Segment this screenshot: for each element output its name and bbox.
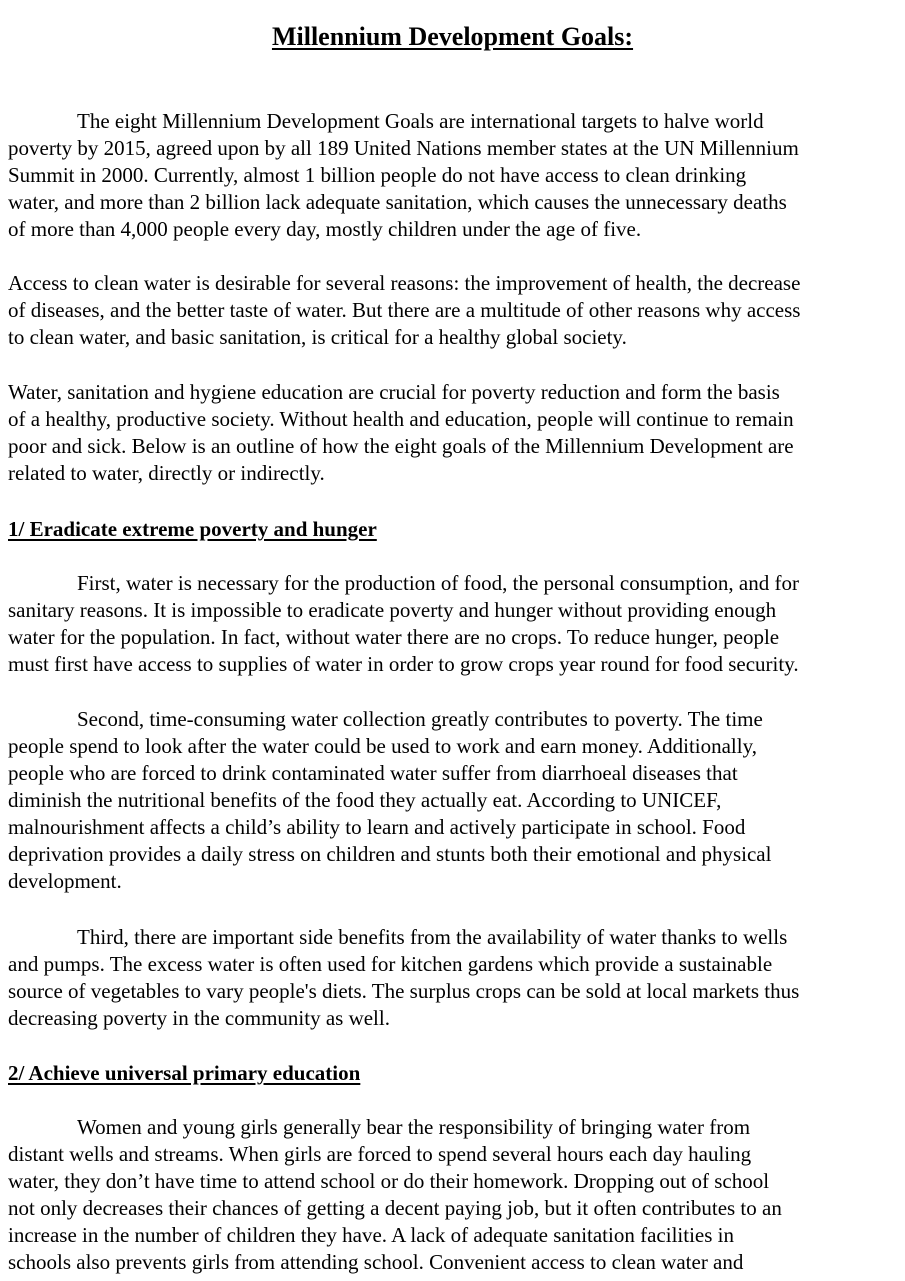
text-line: source of vegetables to vary people's diets. The surplus crops can be sold at local markets thus	[8, 979, 800, 1003]
text-line: deprivation provides a daily stress on children and stunts both their emotional and physical	[8, 842, 772, 866]
text-line: poverty by 2015, agreed upon by all 189 United Nations member states at the UN Millennium	[8, 136, 799, 160]
text-line: development.	[8, 869, 122, 893]
text-line: Second, time-consuming water collection greatly contributes to poverty. The time	[77, 707, 763, 731]
text-line: must first have access to supplies of water in order to grow crops year round for food security.	[8, 652, 799, 676]
text-line: diminish the nutritional benefits of the food they actually eat. According to UNICEF,	[8, 788, 722, 812]
section-1-paragraph-1	[8, 570, 901, 678]
text-line: increase in the number of children they have. A lack of adequate sanitation facilities in	[8, 1223, 734, 1247]
text-line: related to water, directly or indirectly.	[8, 461, 325, 485]
text-line: Summit in 2000. Currently, almost 1 billion people do not have access to clean drinking	[8, 163, 747, 187]
text-line: Access to clean water is desirable for several reasons: the improvement of health, the decrease	[8, 271, 801, 295]
text-line: water for the population. In fact, without water there are no crops. To reduce hunger, people	[8, 625, 780, 649]
text-line: water, they don’t have time to attend school or do their homework. Dropping out of school	[8, 1169, 770, 1193]
text-line: of more than 4,000 people every day, mostly children under the age of five.	[8, 217, 642, 241]
text-line: decreasing poverty in the community as well.	[8, 1006, 390, 1030]
section-1-paragraph-2	[8, 706, 901, 895]
section-1-heading: 1/ Eradicate extreme poverty and hunger	[8, 517, 377, 541]
text-line: Third, there are important side benefits from the availability of water thanks to wells	[77, 925, 788, 949]
text-line: Women and young girls generally bear the responsibility of bringing water from	[77, 1115, 751, 1139]
intro-paragraph-2	[8, 270, 901, 351]
text-line: of diseases, and the better taste of water. But there are a multitude of other reasons why access	[8, 298, 801, 322]
text-line: people spend to look after the water could be used to work and earn money. Additionally,	[8, 734, 757, 758]
text-line: not only decreases their chances of getting a decent paying job, but it often contributes to an	[8, 1196, 782, 1220]
text-line: poor and sick. Below is an outline of how the eight goals of the Millennium Development are	[8, 434, 794, 458]
text-line: malnourishment affects a child’s ability to learn and actively participate in school. Food	[8, 815, 746, 839]
text-line: to clean water, and basic sanitation, is critical for a healthy global society.	[8, 325, 627, 349]
text-line: sanitary reasons. It is impossible to eradicate poverty and hunger without providing enough	[8, 598, 777, 622]
intro-paragraph-3	[8, 379, 901, 487]
text-line: Water, sanitation and hygiene education are crucial for poverty reduction and form the basis	[8, 380, 780, 404]
section-2-heading: 2/ Achieve universal primary education	[8, 1061, 361, 1085]
section-2-paragraph-1	[8, 1114, 901, 1276]
section-1-paragraph-3	[8, 924, 901, 1032]
text-line: people who are forced to drink contaminated water suffer from diarrhoeal diseases that	[8, 761, 738, 785]
text-line: schools also prevents girls from attending school. Convenient access to clean water and	[8, 1250, 744, 1274]
text-line: water, and more than 2 billion lack adequate sanitation, which causes the unnecessary deaths	[8, 190, 787, 214]
text-line: First, water is necessary for the production of food, the personal consumption, and for	[77, 571, 799, 595]
text-line: and pumps. The excess water is often used for kitchen gardens which provide a sustainable	[8, 952, 773, 976]
intro-paragraph-1	[8, 108, 901, 243]
text-line: of a healthy, productive society. Without health and education, people will continue to remain	[8, 407, 794, 431]
text-line: distant wells and streams. When girls are forced to spend several hours each day hauling	[8, 1142, 752, 1166]
document-title: Millennium Development Goals:	[271, 22, 634, 51]
text-line: The eight Millennium Development Goals are international targets to halve world	[77, 109, 764, 133]
